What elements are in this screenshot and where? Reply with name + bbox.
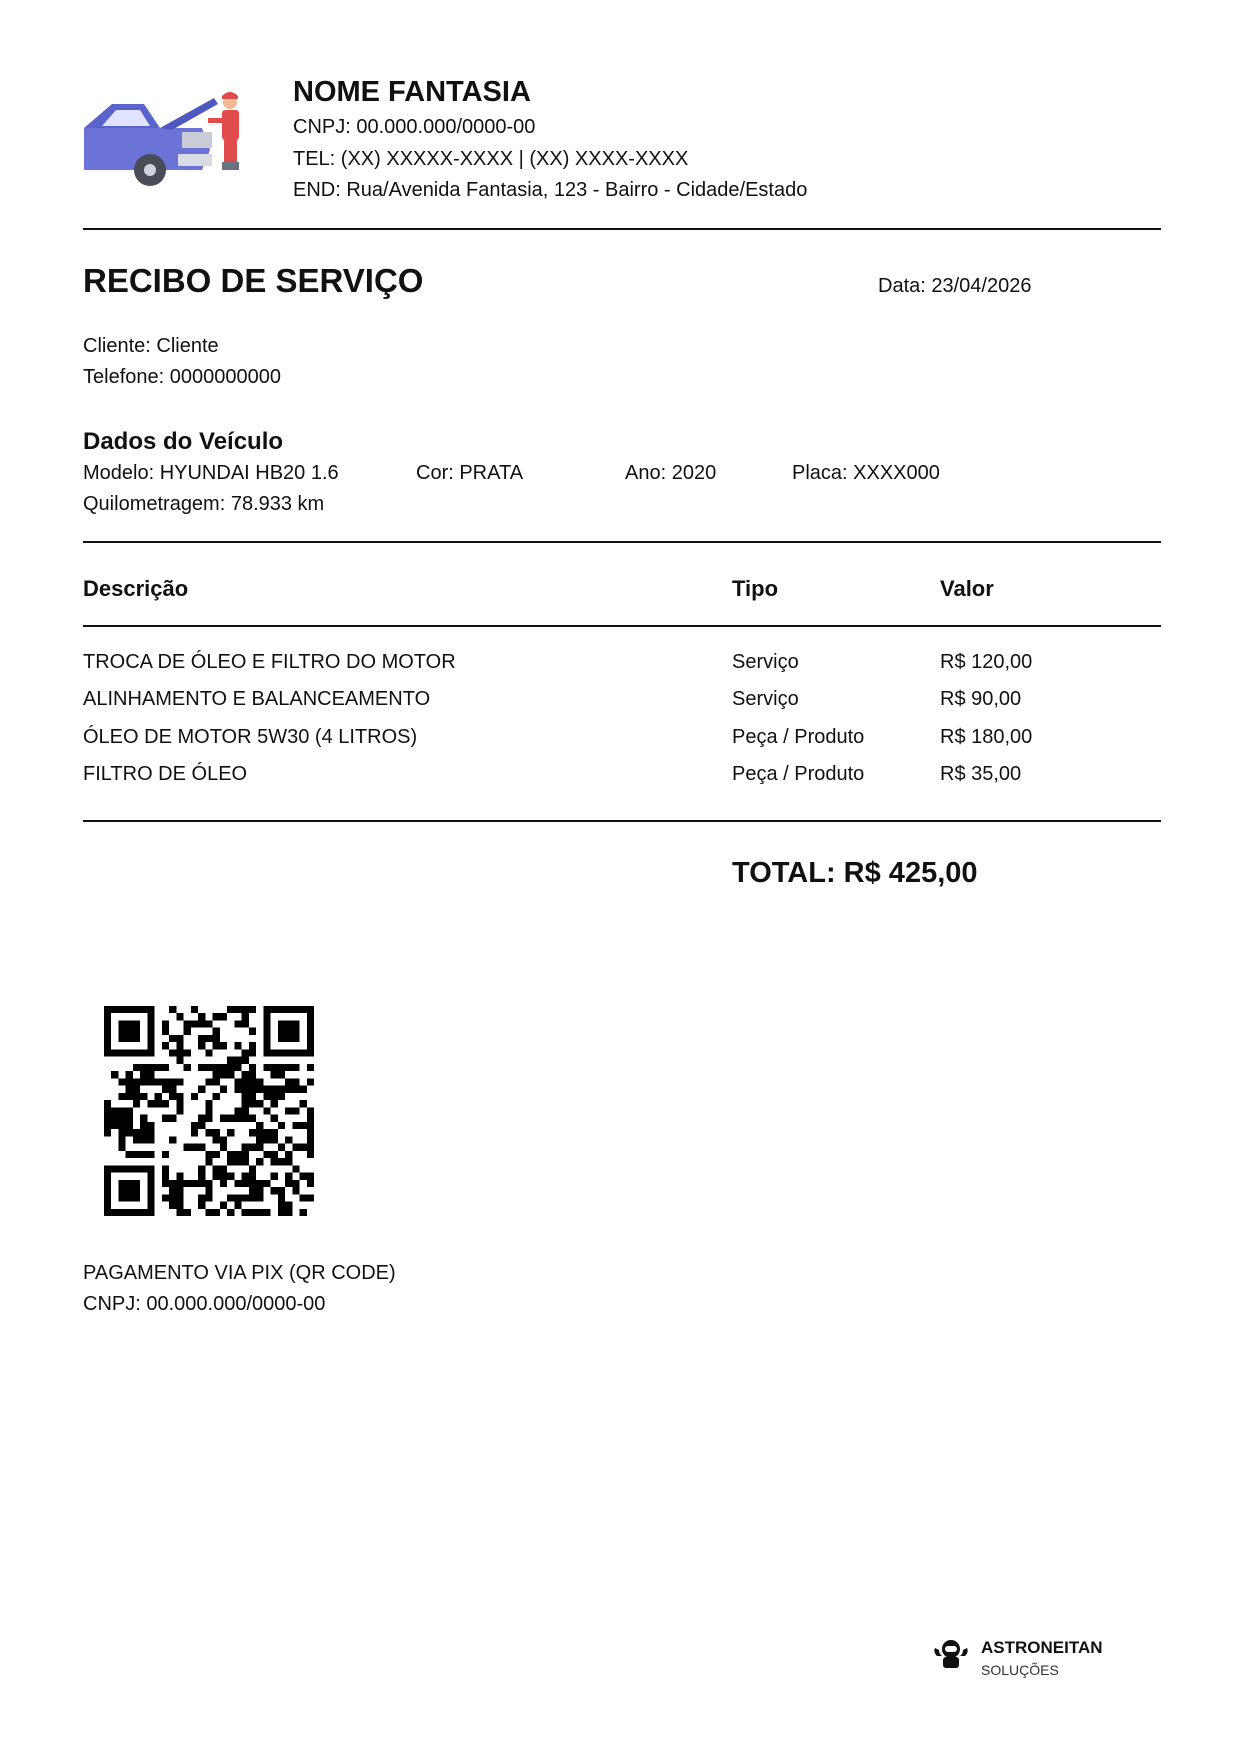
client-name: Cliente: Cliente [83,335,219,357]
astronaut-brand-icon [931,1638,971,1670]
payment-cnpj: CNPJ: 00.000.000/0000-00 [83,1293,326,1315]
row-type: Serviço [732,688,799,710]
vehicle-divider [83,541,1161,543]
row-value: R$ 120,00 [940,651,1033,673]
row-value: R$ 180,00 [940,726,1033,748]
vehicle-year: Ano: 2020 [625,462,717,484]
vehicle-section-title: Dados do Veículo [83,428,284,455]
brand-subtitle: SOLUÇÕES [981,1662,1059,1678]
receipt-date: Data: 23/04/2026 [878,275,1032,297]
row-value: R$ 90,00 [940,688,1022,710]
vehicle-model: Modelo: HYUNDAI HB20 1.6 [83,462,339,484]
pix-qr-code [104,1006,314,1216]
row-type: Peça / Produto [732,763,865,785]
mechanic-car-logo-icon [82,88,252,186]
vehicle-mileage: Quilometragem: 78.933 km [83,493,325,515]
company-cnpj: CNPJ: 00.000.000/0000-00 [293,116,536,138]
row-description: ALINHAMENTO E BALANCEAMENTO [83,688,431,710]
column-header-description: Descrição [83,576,189,601]
company-phone: TEL: (XX) XXXXX-XXXX | (XX) XXXX-XXXX [293,148,689,170]
column-header-value: Valor [940,576,994,601]
company-address: END: Rua/Avenida Fantasia, 123 - Bairro - Cidade/Estado [293,179,808,201]
vehicle-plate: Placa: XXXX000 [792,462,940,484]
column-header-type: Tipo [732,576,779,601]
table-header-divider [83,625,1161,627]
row-type: Serviço [732,651,799,673]
client-phone: Telefone: 0000000000 [83,366,281,388]
vehicle-color: Cor: PRATA [416,462,524,484]
row-description: TROCA DE ÓLEO E FILTRO DO MOTOR [83,651,456,673]
row-description: ÓLEO DE MOTOR 5W30 (4 LITROS) [83,726,418,748]
payment-method: PAGAMENTO VIA PIX (QR CODE) [83,1262,396,1284]
row-value: R$ 35,00 [940,763,1022,785]
receipt-title: RECIBO DE SERVIÇO [83,262,424,299]
total-amount: TOTAL: R$ 425,00 [732,857,978,889]
row-description: FILTRO DE ÓLEO [83,763,248,785]
row-type: Peça / Produto [732,726,865,748]
table-footer-divider [83,820,1161,822]
header-divider [83,228,1161,230]
brand-name: ASTRONEITAN [981,1638,1103,1657]
company-name: NOME FANTASIA [293,76,531,108]
